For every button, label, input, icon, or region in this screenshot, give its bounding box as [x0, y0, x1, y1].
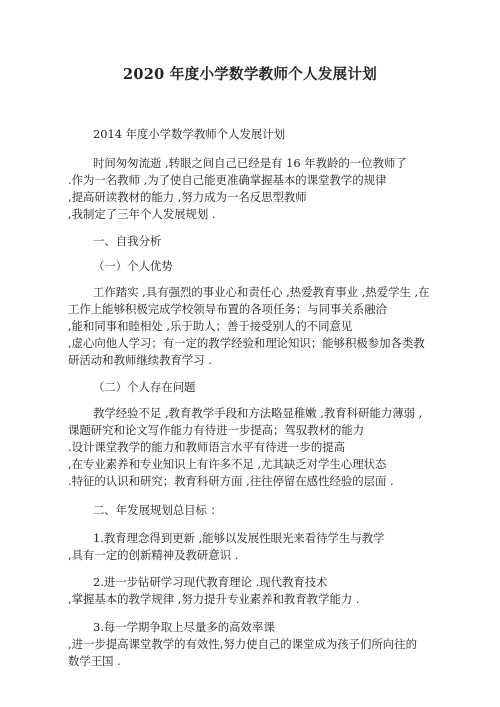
- paragraph-line: ,在专业素养和专业知识上有许多不足 ,尤其缺乏对学生心理状态: [68, 457, 387, 471]
- paragraph-line: 数学王国 .: [68, 654, 121, 668]
- section-heading: 一、自我分析: [93, 234, 162, 248]
- document-title: 2020 年度小学数学教师个人发展计划: [122, 66, 378, 83]
- paragraph-line: 时间匆匆流逝 ,转眼之间自己已经是有 16 年教龄的一位教师了: [93, 156, 407, 170]
- paragraph-line: 工作踏实 ,具有强烈的事业心和责任心 ,热爱教育事业 ,热爱学生 ,在: [93, 285, 430, 299]
- paragraph-line: 1.教育理念得到更新 ,能够以发展性眼光来看待学生与教学: [93, 531, 385, 545]
- paragraph-line: ,虚心向他人学习；有一定的教学经验和理论知识；能够积极参加各类教: [68, 336, 425, 350]
- paragraph-line: .特征的认识和研究；教育科研方面 ,往往停留在感性经验的层面 .: [68, 474, 394, 488]
- paragraph-line: ,具有一定的创新精神及教研意识 .: [68, 548, 239, 562]
- paragraph-line: ,提高研读教材的能力 ,努力成为一名反思型教师: [68, 190, 307, 204]
- paragraph-line: 教学经验不足 ,教育教学手段和方法略显稚嫩 ,教育科研能力薄弱 ,: [93, 406, 423, 420]
- subsection-heading: （一）个人优势: [93, 259, 173, 273]
- paragraph-line: .作为一名教师 ,为了使自己能更准确掌握基本的课堂教学的规律: [68, 173, 387, 187]
- paragraph-line: 研活动和教师继续教育学习 .: [68, 353, 212, 367]
- paragraph-line: ,进一步提高课堂教学的有效性,努力使自己的课堂成为孩子们所向往的: [68, 637, 417, 651]
- paragraph-line: .设计课堂教学的能力和教师语言水平有待进一步的提高: [68, 440, 345, 454]
- subtitle-line: 2014 年度小学数学教师个人发展计划: [93, 127, 286, 141]
- paragraph-line: ,我制定了三年个人发展规划 .: [68, 207, 216, 221]
- paragraph-line: ,掌握基本的教学规律 ,努力提升专业素养和教育教学能力 .: [68, 592, 360, 606]
- paragraph-line: 课题研究和论文写作能力有待进一步提高；驾驭教材的能力: [68, 423, 365, 437]
- paragraph-line: ,能和同事和睦相处 ,乐于助人；善于接受别人的不同意见: [68, 319, 353, 333]
- paragraph-line: 工作上能够积极完成学校领导布置的各项任务；与同事关系融洽: [68, 302, 387, 316]
- paragraph-line: 2.进一步钻研学习现代教育理论 .现代教育技术: [93, 575, 328, 589]
- subsection-heading: （二）个人存在问题: [93, 380, 196, 394]
- paragraph-line: 3.每一学期争取上尽量多的高效率课: [93, 620, 275, 634]
- section-heading: 二、年发展规划总目标 ：: [93, 503, 222, 517]
